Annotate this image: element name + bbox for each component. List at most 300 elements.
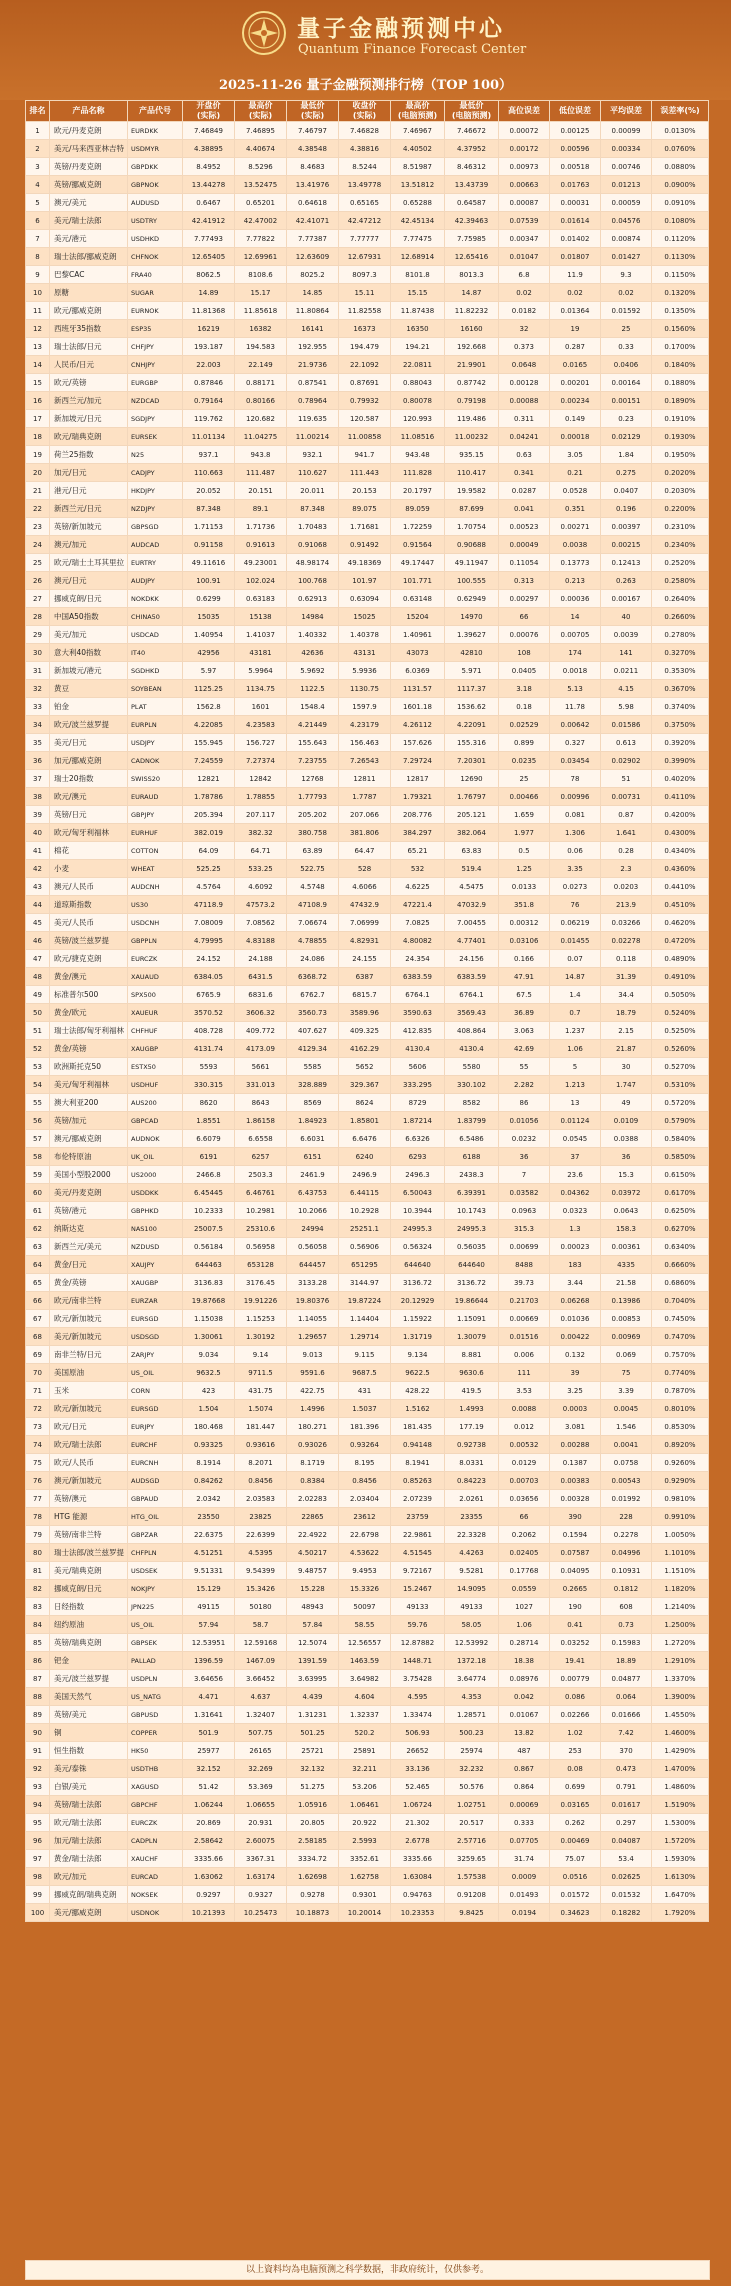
low-cell: 10.18873: [287, 1904, 339, 1922]
predicted-low-cell: 1.39627: [445, 626, 499, 644]
predicted-high-cell: 111.828: [391, 464, 445, 482]
high-error-cell: 0.0182: [499, 302, 550, 320]
rank-cell: 97: [26, 1850, 50, 1868]
high-error-cell: 0.00172: [499, 140, 550, 158]
table-row: [26, 392, 709, 410]
high-cell: 653128: [235, 1256, 287, 1274]
rank-cell: 74: [26, 1436, 50, 1454]
open-cell: 6384.05: [183, 968, 235, 986]
high-error-cell: 0.08976: [499, 1670, 550, 1688]
table-body: [26, 122, 709, 1922]
average-error-cell: 0.01992: [601, 1490, 652, 1508]
high-cell: 2.03583: [235, 1490, 287, 1508]
open-cell: 9632.5: [183, 1364, 235, 1382]
product-code-cell: SOYBEAN: [128, 680, 183, 698]
low-cell: 15.228: [287, 1580, 339, 1598]
product-name-cell: 美元/泰铢: [50, 1760, 128, 1778]
high-error-cell: 487: [499, 1742, 550, 1760]
table-row: [26, 914, 709, 932]
error-rate-cell: 0.7870%: [652, 1382, 709, 1400]
ranking-subtitle: 2025-11-26 量子金融预测排行榜（TOP 100）: [218, 78, 513, 93]
high-error-cell: 42.69: [499, 1040, 550, 1058]
low-error-cell: 0.00422: [550, 1328, 601, 1346]
open-cell: 193.187: [183, 338, 235, 356]
product-name-cell: 美元/瑞士法郎: [50, 212, 128, 230]
high-error-cell: 0.012: [499, 1418, 550, 1436]
product-code-cell: CHFPLN: [128, 1544, 183, 1562]
error-rate-cell: 0.0880%: [652, 158, 709, 176]
high-cell: 1.78855: [235, 788, 287, 806]
error-rate-cell: 1.5930%: [652, 1850, 709, 1868]
product-code-cell: US_NATG: [128, 1688, 183, 1706]
average-error-cell: 0.28: [601, 842, 652, 860]
predicted-high-cell: 11.08516: [391, 428, 445, 446]
close-cell: 15.3326: [339, 1580, 391, 1598]
product-code-cell: NZDJPY: [128, 500, 183, 518]
predicted-low-cell: 4130.4: [445, 1040, 499, 1058]
predicted-low-cell: 49.11947: [445, 554, 499, 572]
low-error-cell: 0.0038: [550, 536, 601, 554]
predicted-low-cell: 1.02751: [445, 1796, 499, 1814]
rank-cell: 86: [26, 1652, 50, 1670]
table-row: [26, 284, 709, 302]
rank-cell: 68: [26, 1328, 50, 1346]
low-error-cell: 0.01364: [550, 302, 601, 320]
high-error-cell: 0.01516: [499, 1328, 550, 1346]
product-code-cell: AUDJPY: [128, 572, 183, 590]
high-error-cell: 13.82: [499, 1724, 550, 1742]
rank-cell: 91: [26, 1742, 50, 1760]
predicted-low-cell: 2.0261: [445, 1490, 499, 1508]
average-error-cell: 0.0406: [601, 356, 652, 374]
low-cell: 1.77793: [287, 788, 339, 806]
low-cell: 12.63609: [287, 248, 339, 266]
product-name-cell: 黄金/英镑: [50, 1274, 128, 1292]
table-row: [26, 302, 709, 320]
high-cell: 0.88171: [235, 374, 287, 392]
predicted-low-cell: 205.121: [445, 806, 499, 824]
close-cell: 25251.1: [339, 1220, 391, 1238]
rank-cell: 39: [26, 806, 50, 824]
error-rate-cell: 0.7040%: [652, 1292, 709, 1310]
average-error-cell: 0.0643: [601, 1202, 652, 1220]
low-cell: 4.38548: [287, 140, 339, 158]
average-error-cell: 0.23: [601, 410, 652, 428]
average-error-cell: 0.00731: [601, 788, 652, 806]
predicted-high-cell: 4.80082: [391, 932, 445, 950]
high-cell: 47573.2: [235, 896, 287, 914]
open-cell: 4131.74: [183, 1040, 235, 1058]
error-rate-cell: 0.5840%: [652, 1130, 709, 1148]
close-cell: 9.4953: [339, 1562, 391, 1580]
rank-cell: 80: [26, 1544, 50, 1562]
low-error-cell: 0.2665: [550, 1580, 601, 1598]
average-error-cell: 0.196: [601, 500, 652, 518]
table-row: [26, 1886, 709, 1904]
error-rate-cell: 0.5260%: [652, 1040, 709, 1058]
predicted-low-cell: 25974: [445, 1742, 499, 1760]
high-cell: 1.5074: [235, 1400, 287, 1418]
open-cell: 22.6375: [183, 1526, 235, 1544]
error-rate-cell: 1.2910%: [652, 1652, 709, 1670]
table-row: [26, 1220, 709, 1238]
low-error-cell: 19.41: [550, 1652, 601, 1670]
column-header-label: 产品代号: [139, 106, 171, 115]
low-cell: 2.02283: [287, 1490, 339, 1508]
high-cell: 12.69961: [235, 248, 287, 266]
open-cell: 25977: [183, 1742, 235, 1760]
product-name-cell: 黄金/英镑: [50, 1040, 128, 1058]
predicted-high-cell: 943.48: [391, 446, 445, 464]
predicted-high-cell: 6293: [391, 1148, 445, 1166]
close-cell: 651295: [339, 1256, 391, 1274]
open-cell: 9.034: [183, 1346, 235, 1364]
column-header-label: 最低价: [459, 101, 484, 110]
error-rate-cell: 0.5240%: [652, 1004, 709, 1022]
low-cell: 24.086: [287, 950, 339, 968]
product-name-cell: 新西兰元/美元: [50, 1238, 128, 1256]
low-error-cell: 76: [550, 896, 601, 914]
high-error-cell: 0.02: [499, 284, 550, 302]
open-cell: 0.56184: [183, 1238, 235, 1256]
average-error-cell: 141: [601, 644, 652, 662]
average-error-cell: 0.0203: [601, 878, 652, 896]
low-cell: 422.75: [287, 1382, 339, 1400]
product-code-cell: US30: [128, 896, 183, 914]
rank-cell: 73: [26, 1418, 50, 1436]
product-code-cell: ZARJPY: [128, 1346, 183, 1364]
predicted-low-cell: 4.4263: [445, 1544, 499, 1562]
rank-cell: 3: [26, 158, 50, 176]
high-cell: 24.188: [235, 950, 287, 968]
predicted-high-cell: 12817: [391, 770, 445, 788]
high-error-cell: 3.063: [499, 1022, 550, 1040]
low-error-cell: 1.3: [550, 1220, 601, 1238]
predicted-low-cell: 24995.3: [445, 1220, 499, 1238]
average-error-cell: 5.98: [601, 698, 652, 716]
rank-cell: 28: [26, 608, 50, 626]
close-cell: 4.23179: [339, 716, 391, 734]
open-cell: 4.38895: [183, 140, 235, 158]
average-error-cell: 0.00361: [601, 1238, 652, 1256]
error-rate-cell: 0.7740%: [652, 1364, 709, 1382]
product-name-cell: 瑞士法郎/挪威克朗: [50, 248, 128, 266]
predicted-high-cell: 101.771: [391, 572, 445, 590]
open-cell: 11.01134: [183, 428, 235, 446]
error-rate-cell: 0.2310%: [652, 518, 709, 536]
average-error-cell: 7.42: [601, 1724, 652, 1742]
product-code-cell: EURCAD: [128, 1868, 183, 1886]
high-cell: 4.23583: [235, 716, 287, 734]
error-rate-cell: 0.3990%: [652, 752, 709, 770]
predicted-low-cell: 177.19: [445, 1418, 499, 1436]
product-code-cell: FRA40: [128, 266, 183, 284]
low-cell: 6151: [287, 1148, 339, 1166]
high-cell: 207.117: [235, 806, 287, 824]
open-cell: 6.6079: [183, 1130, 235, 1148]
open-cell: 0.84262: [183, 1472, 235, 1490]
close-cell: 12.67931: [339, 248, 391, 266]
open-cell: 16219: [183, 320, 235, 338]
rank-cell: 55: [26, 1094, 50, 1112]
table-row: [26, 680, 709, 698]
product-name-cell: 原糖: [50, 284, 128, 302]
average-error-cell: 0.00059: [601, 194, 652, 212]
error-rate-cell: 0.1890%: [652, 392, 709, 410]
high-error-cell: 0.00072: [499, 122, 550, 140]
low-cell: 1.31231: [287, 1706, 339, 1724]
product-code-cell: SPX500: [128, 986, 183, 1004]
high-error-cell: 0.28714: [499, 1634, 550, 1652]
rank-cell: 96: [26, 1832, 50, 1850]
open-cell: 110.663: [183, 464, 235, 482]
error-rate-cell: 1.2140%: [652, 1598, 709, 1616]
product-code-cell: USDHUF: [128, 1076, 183, 1094]
high-error-cell: 0.07539: [499, 212, 550, 230]
low-error-cell: 0.262: [550, 1814, 601, 1832]
rank-cell: 18: [26, 428, 50, 446]
open-cell: 57.94: [183, 1616, 235, 1634]
open-cell: 6191: [183, 1148, 235, 1166]
low-error-cell: 0.04362: [550, 1184, 601, 1202]
predicted-low-cell: 6.39391: [445, 1184, 499, 1202]
product-code-cell: USDSGD: [128, 1328, 183, 1346]
high-error-cell: 108: [499, 644, 550, 662]
high-cell: 6257: [235, 1148, 287, 1166]
open-cell: 8620: [183, 1094, 235, 1112]
high-error-cell: 0.01067: [499, 1706, 550, 1724]
low-error-cell: 0.00036: [550, 590, 601, 608]
low-cell: 63.89: [287, 842, 339, 860]
rank-cell: 54: [26, 1076, 50, 1094]
predicted-low-cell: 519.4: [445, 860, 499, 878]
product-name-cell: 瑞士20指数: [50, 770, 128, 788]
close-cell: 8.195: [339, 1454, 391, 1472]
low-cell: 6.6031: [287, 1130, 339, 1148]
high-cell: 8.2071: [235, 1454, 287, 1472]
average-error-cell: 0.02: [601, 284, 652, 302]
table-row: [26, 1418, 709, 1436]
product-name-cell: 澳元/挪威克朗: [50, 1130, 128, 1148]
open-cell: 51.42: [183, 1778, 235, 1796]
column-header-label: 产品名称: [72, 106, 105, 115]
low-error-cell: 0.01036: [550, 1310, 601, 1328]
predicted-high-cell: 43073: [391, 644, 445, 662]
product-name-cell: 挪威克朗/日元: [50, 1580, 128, 1598]
close-cell: 4.53622: [339, 1544, 391, 1562]
header-banner: [0, 0, 731, 100]
error-rate-cell: 0.4200%: [652, 806, 709, 824]
column-header: [339, 101, 391, 122]
predicted-high-cell: 24995.3: [391, 1220, 445, 1238]
product-code-cell: US_OIL: [128, 1616, 183, 1634]
high-error-cell: 0.00076: [499, 626, 550, 644]
predicted-low-cell: 500.23: [445, 1724, 499, 1742]
open-cell: 47118.9: [183, 896, 235, 914]
error-rate-cell: 0.6270%: [652, 1220, 709, 1238]
table-row: [26, 806, 709, 824]
rank-cell: 84: [26, 1616, 50, 1634]
open-cell: 155.945: [183, 734, 235, 752]
product-code-cell: EURPLN: [128, 716, 183, 734]
table-row: [26, 338, 709, 356]
low-cell: 7.46797: [287, 122, 339, 140]
close-cell: 6815.7: [339, 986, 391, 1004]
close-cell: 53.206: [339, 1778, 391, 1796]
average-error-cell: 21.87: [601, 1040, 652, 1058]
average-error-cell: 0.01213: [601, 176, 652, 194]
rank-cell: 56: [26, 1112, 50, 1130]
table-row: [26, 1814, 709, 1832]
table-row: [26, 968, 709, 986]
close-cell: 101.97: [339, 572, 391, 590]
close-cell: 0.9301: [339, 1886, 391, 1904]
average-error-cell: 49: [601, 1094, 652, 1112]
high-cell: 22.149: [235, 356, 287, 374]
table-row: [26, 500, 709, 518]
open-cell: 8.1914: [183, 1454, 235, 1472]
low-error-cell: 0.03454: [550, 752, 601, 770]
product-name-cell: 美元/瑞典克朗: [50, 1562, 128, 1580]
open-cell: 119.762: [183, 410, 235, 428]
open-cell: 24.152: [183, 950, 235, 968]
high-error-cell: 111: [499, 1364, 550, 1382]
product-name-cell: 英镑/瑞典克朗: [50, 1634, 128, 1652]
low-error-cell: 0.081: [550, 806, 601, 824]
table-row: [26, 1778, 709, 1796]
rank-cell: 23: [26, 518, 50, 536]
high-error-cell: 0.00532: [499, 1436, 550, 1454]
low-cell: 1.05916: [287, 1796, 339, 1814]
low-error-cell: 0.00031: [550, 194, 601, 212]
table-row: [26, 1382, 709, 1400]
product-name-cell: 英镑/加元: [50, 1112, 128, 1130]
low-cell: 0.87541: [287, 374, 339, 392]
low-error-cell: 0.34623: [550, 1904, 601, 1922]
product-code-cell: AUDSGD: [128, 1472, 183, 1490]
rank-cell: 63: [26, 1238, 50, 1256]
table-row: [26, 554, 709, 572]
predicted-low-cell: 3569.43: [445, 1004, 499, 1022]
high-cell: 0.65201: [235, 194, 287, 212]
product-name-cell: 西班牙35指数: [50, 320, 128, 338]
open-cell: 22.003: [183, 356, 235, 374]
low-cell: 1391.59: [287, 1652, 339, 1670]
close-cell: 5.9936: [339, 662, 391, 680]
product-code-cell: EURSGD: [128, 1400, 183, 1418]
high-error-cell: 86: [499, 1094, 550, 1112]
low-error-cell: 0.00469: [550, 1832, 601, 1850]
average-error-cell: 0.00099: [601, 122, 652, 140]
product-name-cell: 黄金/瑞士法郎: [50, 1850, 128, 1868]
column-header: [601, 101, 652, 122]
rank-cell: 67: [26, 1310, 50, 1328]
column-header: [287, 101, 339, 122]
column-header-label: 排名: [29, 106, 46, 115]
rank-cell: 51: [26, 1022, 50, 1040]
average-error-cell: 40: [601, 608, 652, 626]
close-cell: 22.1092: [339, 356, 391, 374]
rank-cell: 40: [26, 824, 50, 842]
predicted-low-cell: 1372.18: [445, 1652, 499, 1670]
rank-cell: 26: [26, 572, 50, 590]
close-cell: 0.56906: [339, 1238, 391, 1256]
predicted-low-cell: 2438.3: [445, 1166, 499, 1184]
predicted-high-cell: 23759: [391, 1508, 445, 1526]
predicted-low-cell: 63.83: [445, 842, 499, 860]
close-cell: 6.44115: [339, 1184, 391, 1202]
table-row: [26, 590, 709, 608]
predicted-low-cell: 8.46312: [445, 158, 499, 176]
low-cell: 0.91068: [287, 536, 339, 554]
low-error-cell: 390: [550, 1508, 601, 1526]
predicted-high-cell: 181.435: [391, 1418, 445, 1436]
high-cell: 4.40674: [235, 140, 287, 158]
open-cell: 8.4952: [183, 158, 235, 176]
predicted-high-cell: 1.5162: [391, 1400, 445, 1418]
rank-cell: 61: [26, 1202, 50, 1220]
close-cell: 1.29714: [339, 1328, 391, 1346]
product-code-cell: AUDCAD: [128, 536, 183, 554]
product-name-cell: 美元/日元: [50, 734, 128, 752]
predicted-high-cell: 120.993: [391, 410, 445, 428]
rank-cell: 17: [26, 410, 50, 428]
predicted-low-cell: 16160: [445, 320, 499, 338]
average-error-cell: 1.84: [601, 446, 652, 464]
predicted-high-cell: 644640: [391, 1256, 445, 1274]
predicted-high-cell: 21.302: [391, 1814, 445, 1832]
predicted-low-cell: 12690: [445, 770, 499, 788]
open-cell: 12821: [183, 770, 235, 788]
predicted-high-cell: 20.12929: [391, 1292, 445, 1310]
table-row: [26, 1688, 709, 1706]
close-cell: 4162.29: [339, 1040, 391, 1058]
predicted-high-cell: 9.72167: [391, 1562, 445, 1580]
low-cell: 32.132: [287, 1760, 339, 1778]
table-row: [26, 212, 709, 230]
high-error-cell: 0.0129: [499, 1454, 550, 1472]
predicted-high-cell: 4.40502: [391, 140, 445, 158]
average-error-cell: 9.3: [601, 266, 652, 284]
table-row: [26, 1742, 709, 1760]
open-cell: 644463: [183, 1256, 235, 1274]
close-cell: 0.87691: [339, 374, 391, 392]
low-cell: 0.64618: [287, 194, 339, 212]
close-cell: 8.5244: [339, 158, 391, 176]
table-row: [26, 788, 709, 806]
error-rate-cell: 0.2030%: [652, 482, 709, 500]
error-rate-cell: 1.5190%: [652, 1796, 709, 1814]
high-cell: 2.60075: [235, 1832, 287, 1850]
close-cell: 15.11: [339, 284, 391, 302]
product-name-cell: 南非兰特/日元: [50, 1346, 128, 1364]
open-cell: 1.15038: [183, 1310, 235, 1328]
predicted-low-cell: 11.82232: [445, 302, 499, 320]
rank-cell: 8: [26, 248, 50, 266]
average-error-cell: 4335: [601, 1256, 652, 1274]
open-cell: 6765.9: [183, 986, 235, 1004]
product-code-cell: GBPSGD: [128, 518, 183, 536]
product-name-cell: 新加坡元/日元: [50, 410, 128, 428]
product-name-cell: 新加坡元/港元: [50, 662, 128, 680]
error-rate-cell: 0.1320%: [652, 284, 709, 302]
predicted-high-cell: 15.2467: [391, 1580, 445, 1598]
low-error-cell: 0.0545: [550, 1130, 601, 1148]
high-cell: 4.6092: [235, 878, 287, 896]
column-header-sublabel: (电脑预测): [451, 111, 492, 120]
table-row: [26, 1868, 709, 1886]
column-header-label: 低位误差: [559, 106, 591, 115]
